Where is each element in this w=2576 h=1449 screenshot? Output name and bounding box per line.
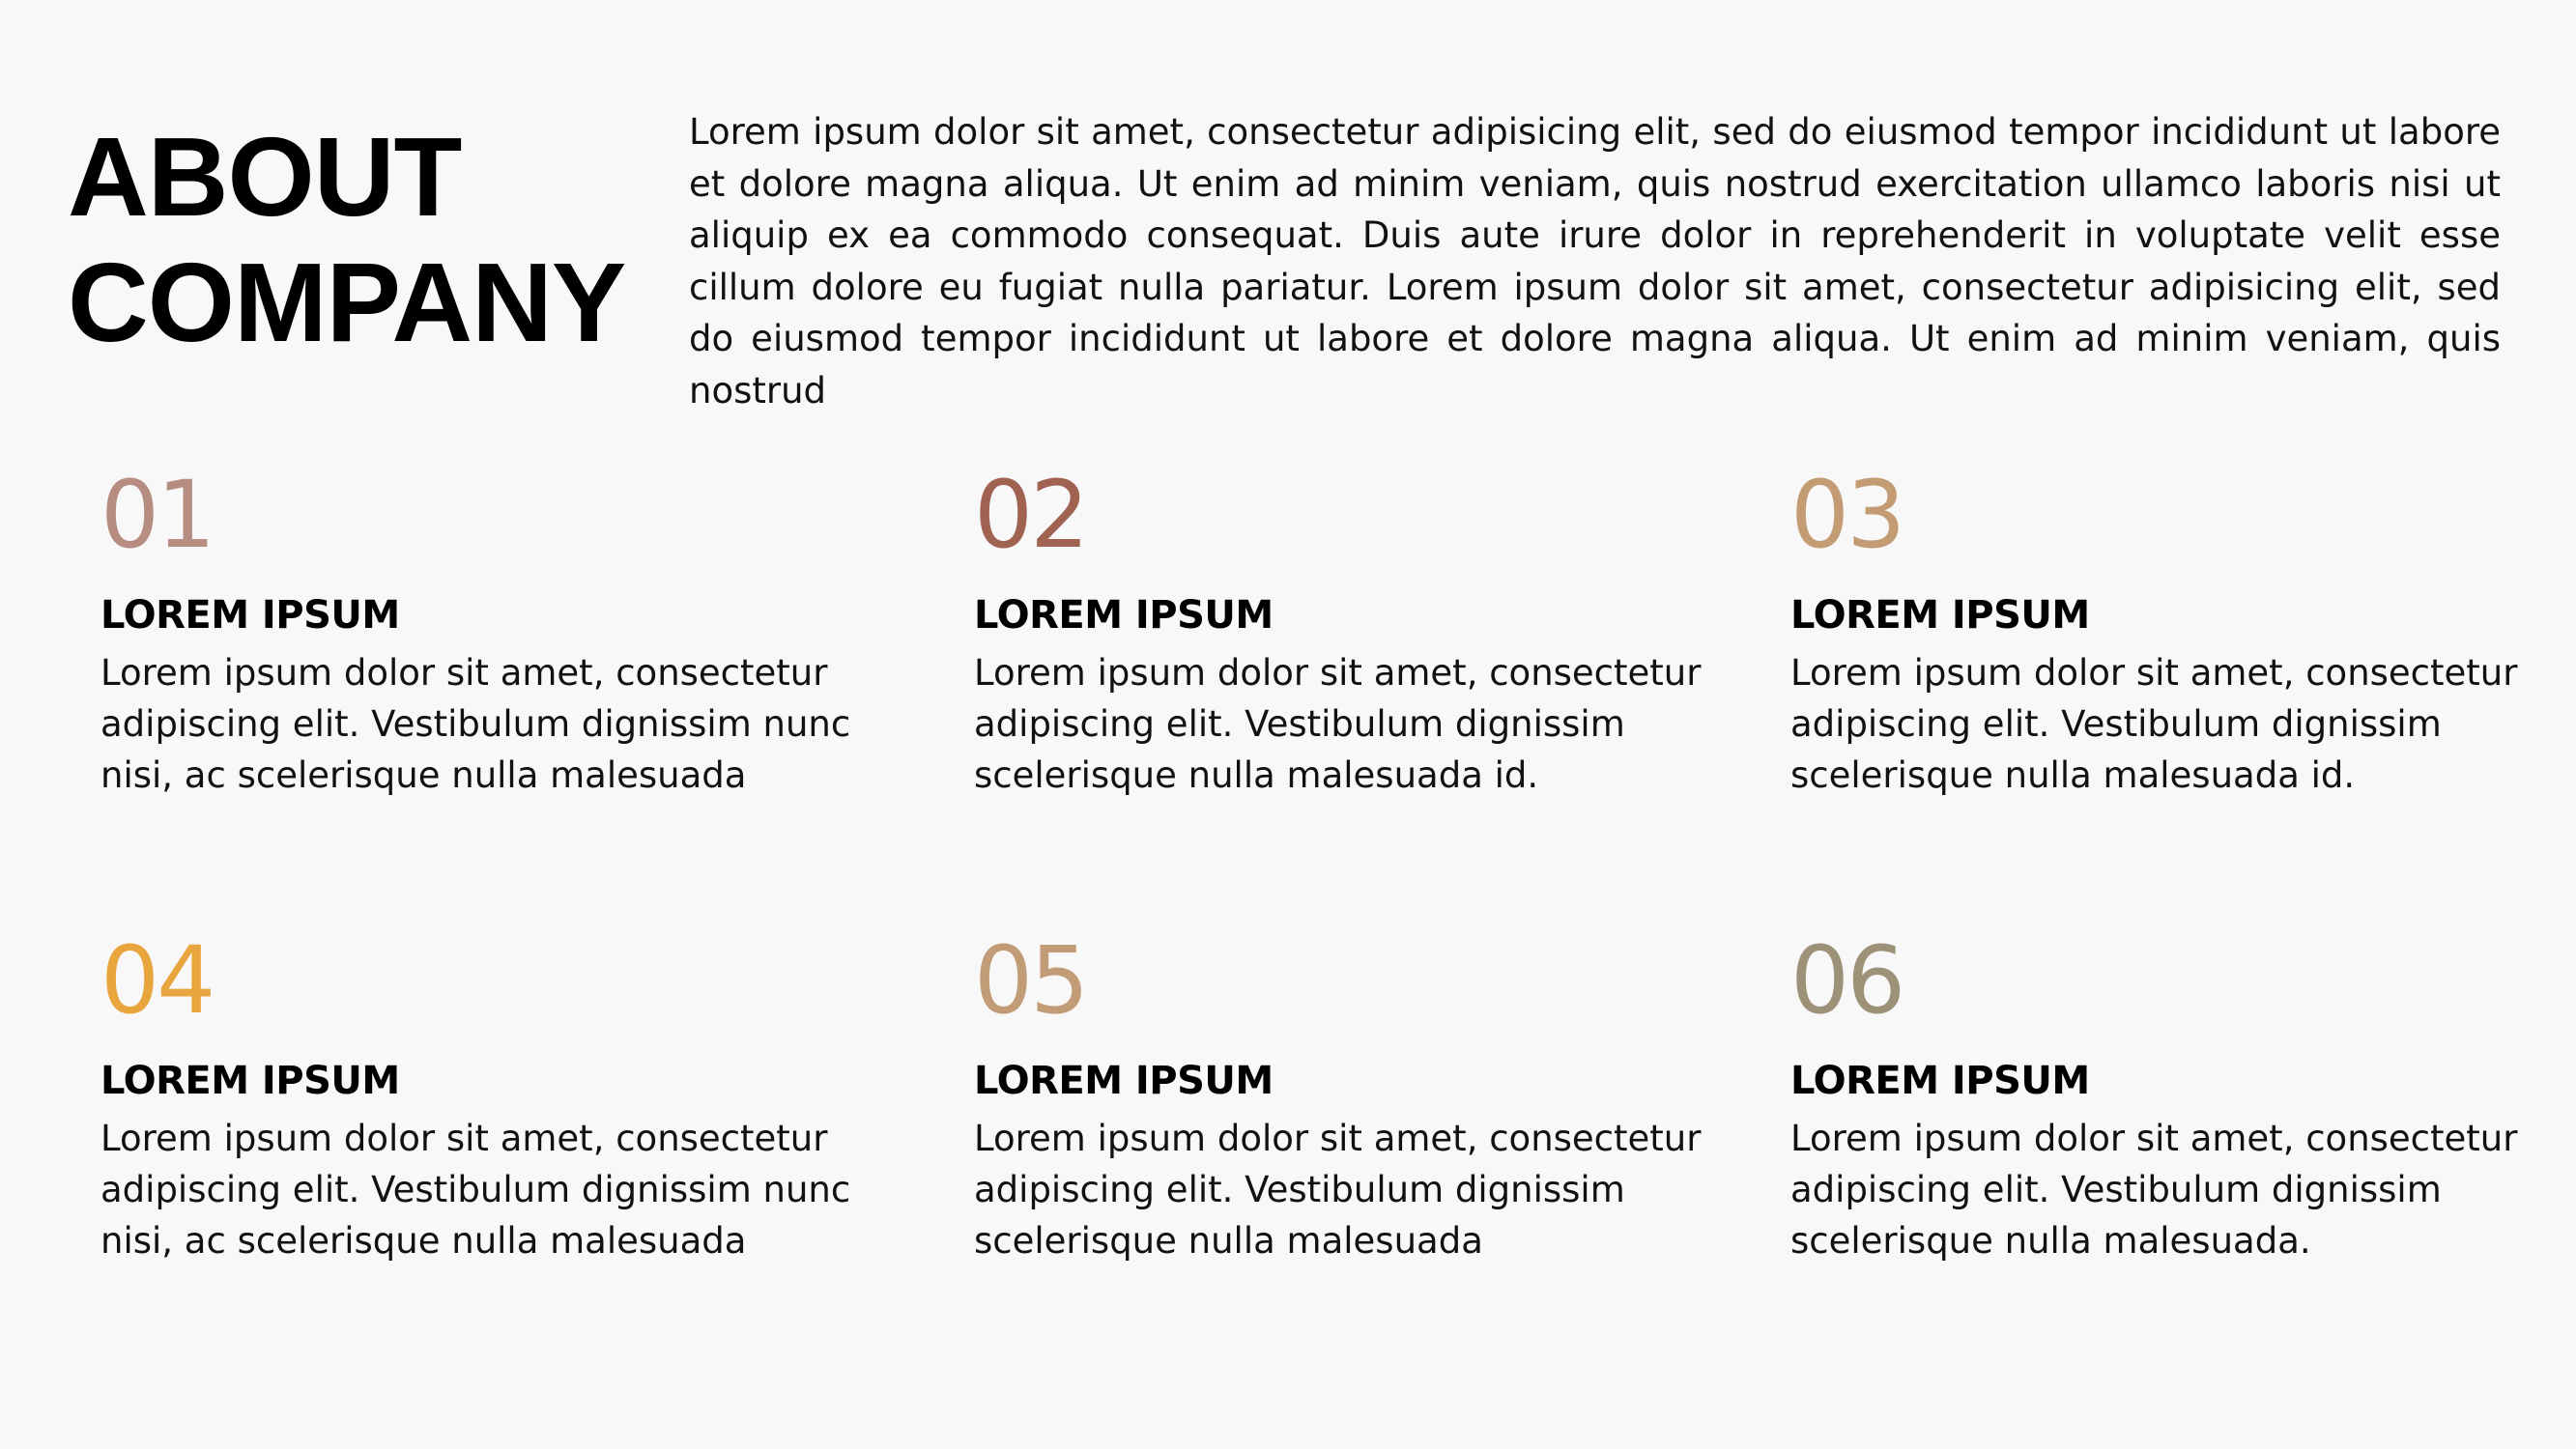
feature-description-line: adipiscing elit. Vestibulum dignissim: [974, 1169, 1625, 1210]
feature-number: 05: [974, 926, 1087, 1035]
feature-description-line: nisi, ac scelerisque nulla malesuada: [100, 754, 747, 796]
feature-card-03: [1790, 462, 2517, 801]
feature-description-line: adipiscing elit. Vestibulum dignissim: [974, 703, 1625, 745]
feature-heading: LOREM IPSUM: [974, 1059, 1274, 1103]
feature-number: 02: [974, 461, 1087, 569]
feature-description-line: scelerisque nulla malesuada: [974, 1220, 1483, 1262]
feature-description: [974, 647, 1701, 801]
feature-description-line: Lorem ipsum dolor sit amet, consectetur: [100, 652, 828, 694]
feature-description-line: Lorem ipsum dolor sit amet, consectetur: [1790, 652, 2518, 694]
feature-description-line: scelerisque nulla malesuada id.: [974, 754, 1539, 796]
page-title-line-2: COMPANY: [68, 240, 626, 365]
feature-description: [1790, 647, 2517, 801]
feature-heading: LOREM IPSUM: [1790, 593, 2090, 638]
feature-description-line: adipiscing elit. Vestibulum dignissim nunc: [100, 703, 851, 745]
feature-description: [100, 1113, 850, 1266]
feature-description-line: Lorem ipsum dolor sit amet, consectetur: [100, 1118, 828, 1159]
feature-description-line: adipiscing elit. Vestibulum dignissim nunc: [100, 1169, 851, 1210]
feature-description-line: scelerisque nulla malesuada id.: [1790, 754, 2356, 796]
feature-card-01: [100, 462, 850, 801]
feature-card-05: [974, 927, 1701, 1266]
feature-description-line: adipiscing elit. Vestibulum dignissim: [1790, 1169, 2442, 1210]
feature-description-line: Lorem ipsum dolor sit amet, consectetur: [974, 652, 1702, 694]
feature-number: 03: [1790, 461, 1903, 569]
feature-heading: LOREM IPSUM: [100, 1059, 400, 1103]
feature-number: 01: [100, 461, 214, 569]
feature-heading: LOREM IPSUM: [100, 593, 400, 638]
feature-description-line: Lorem ipsum dolor sit amet, consectetur: [1790, 1118, 2518, 1159]
feature-number: 06: [1790, 926, 1903, 1035]
feature-description: [1790, 1113, 2517, 1266]
intro-paragraph: Lorem ipsum dolor sit amet, consectetur adipisicing elit, sed do eiusmod tempor incididunt ut labore et dolore magna aliqua. Ut enim ad minim veniam, quis nostrud exercitation ullamco laboris nisi ut aliquip ex ea commodo consequat. Duis aute irure dolor in reprehenderit in voluptate velit esse cillum dolore eu fugiat nulla pariatur. Lorem ipsum dolor sit amet, consectetur adipisicing elit, sed do eiusmod tempor incididunt ut labore et dolore magna aliqua. Ut enim ad minim veniam, quis nostrud: [689, 111, 2501, 412]
feature-number: 04: [100, 926, 214, 1035]
page-title: [68, 114, 647, 365]
feature-heading: LOREM IPSUM: [974, 593, 1274, 638]
page-title-line-1: ABOUT: [68, 114, 462, 240]
feature-description-line: nisi, ac scelerisque nulla malesuada: [100, 1220, 747, 1262]
feature-description: [100, 647, 850, 801]
feature-heading: LOREM IPSUM: [1790, 1059, 2090, 1103]
feature-card-02: [974, 462, 1701, 801]
feature-description-line: Lorem ipsum dolor sit amet, consectetur: [974, 1118, 1702, 1159]
feature-description-line: scelerisque nulla malesuada.: [1790, 1220, 2311, 1262]
feature-card-04: [100, 927, 850, 1266]
feature-description: [974, 1113, 1701, 1266]
feature-card-06: [1790, 927, 2517, 1266]
feature-description-line: adipiscing elit. Vestibulum dignissim: [1790, 703, 2442, 745]
